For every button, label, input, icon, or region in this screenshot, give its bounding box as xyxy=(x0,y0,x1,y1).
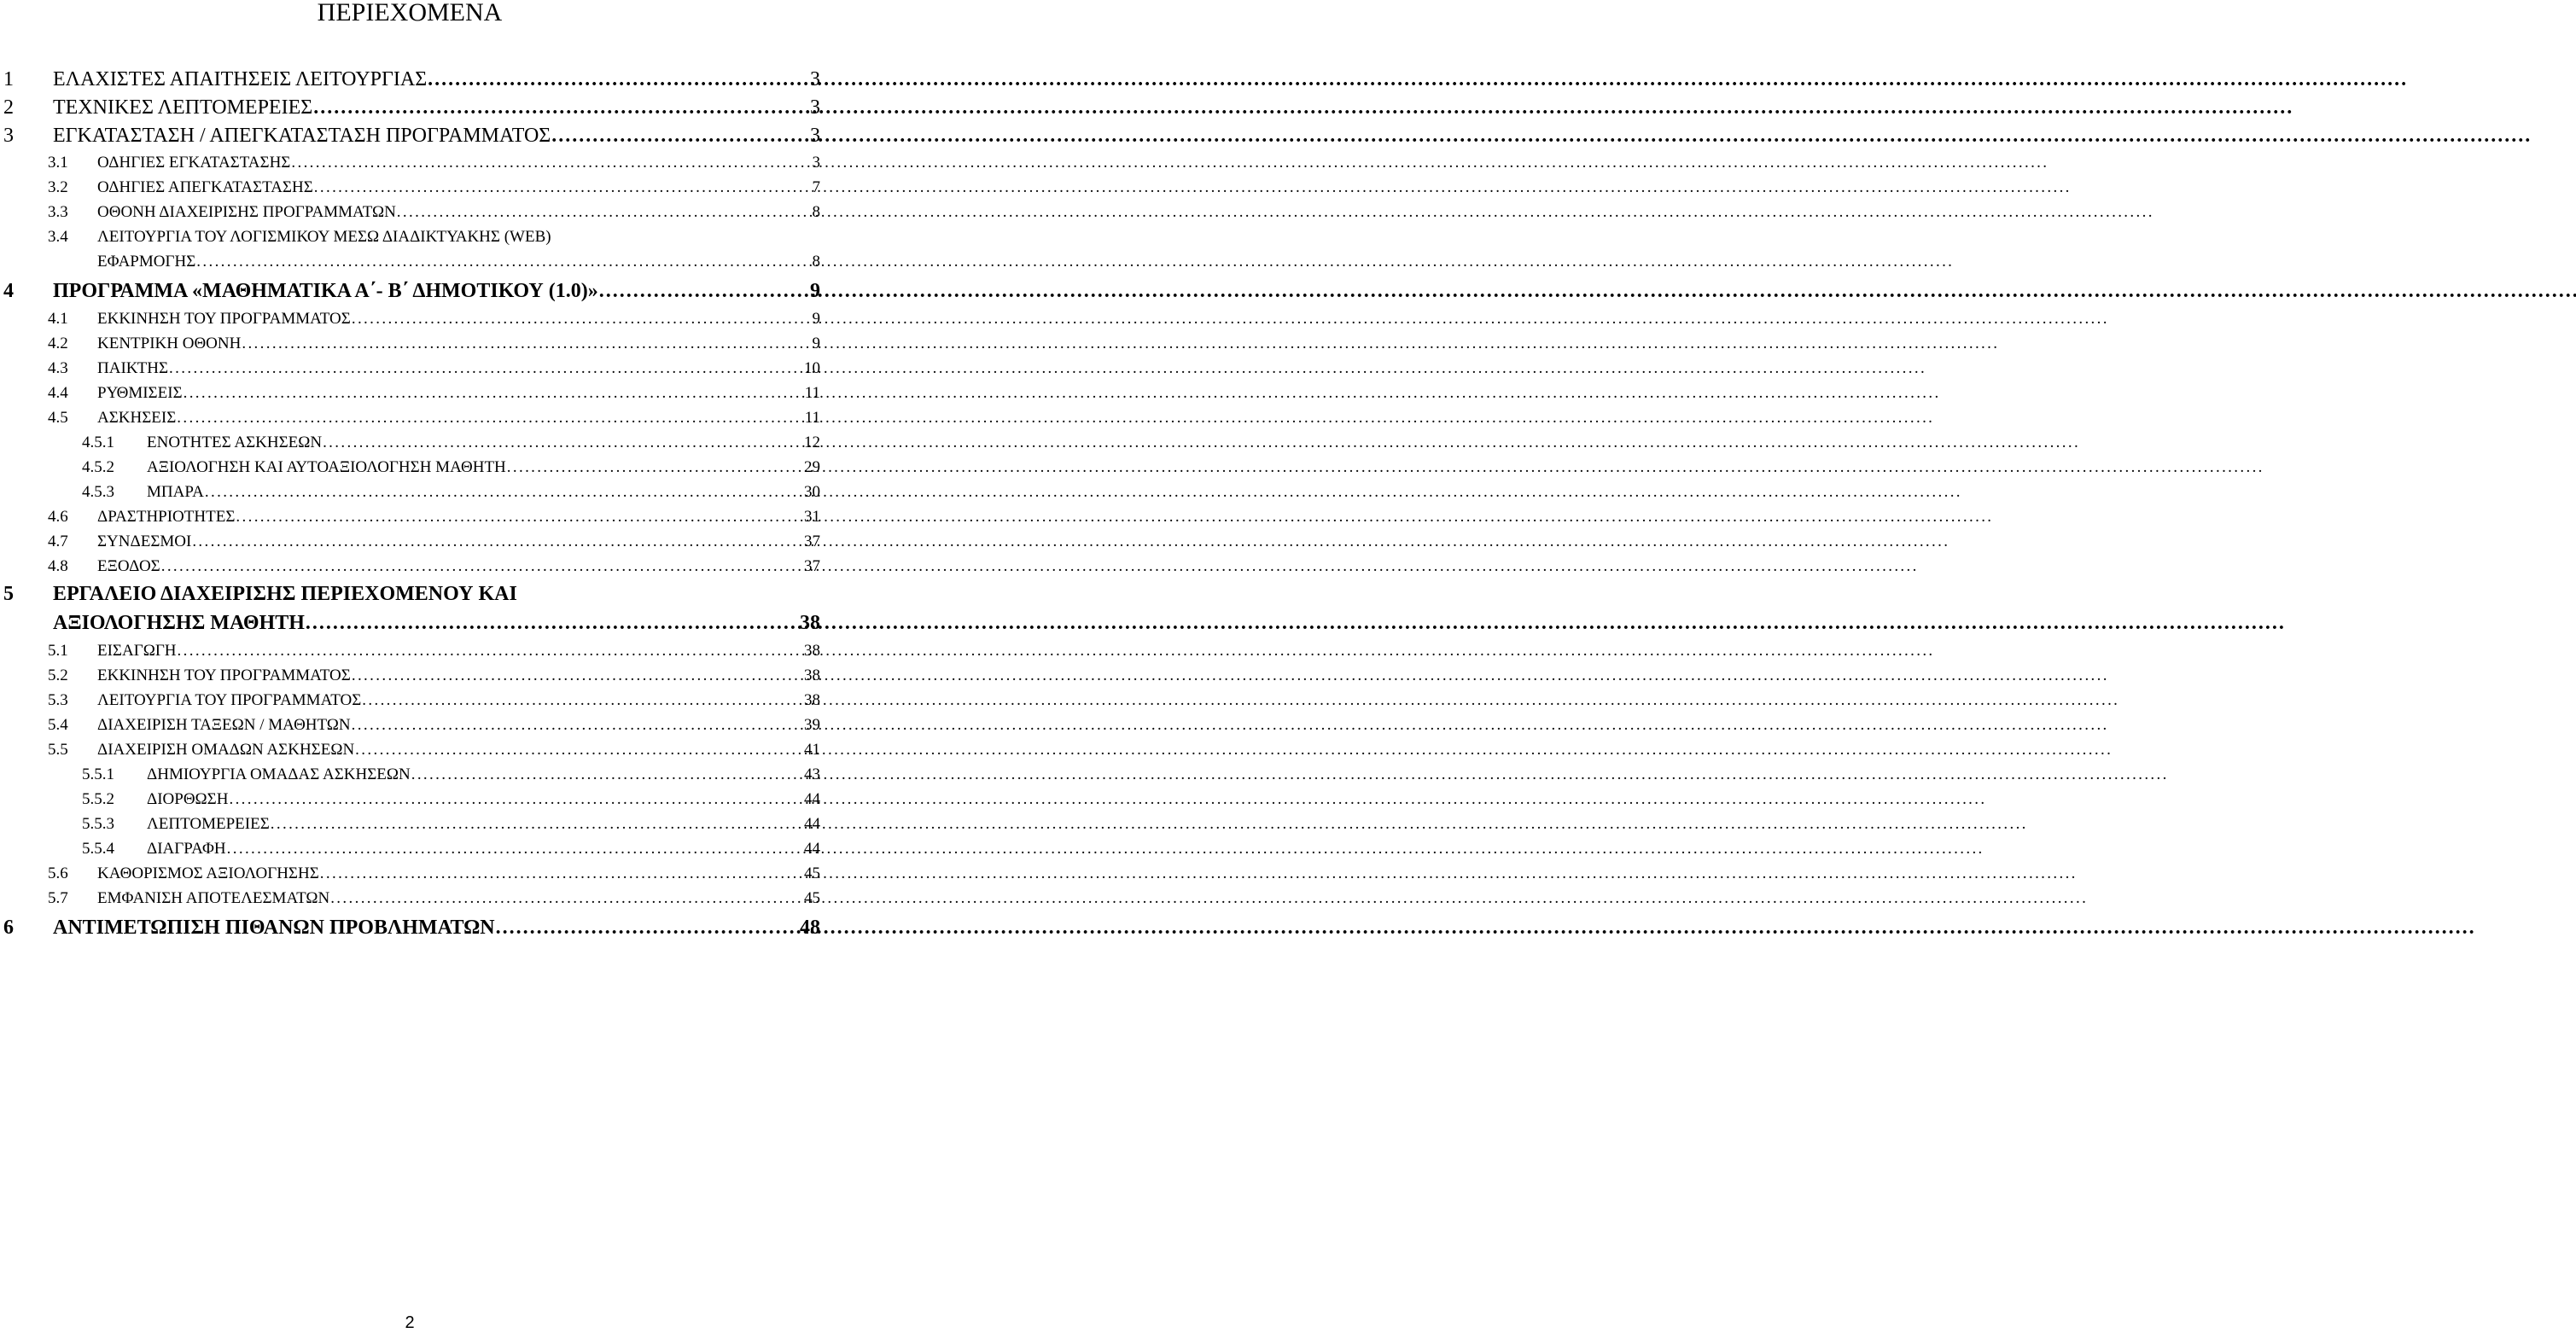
toc-entry[interactable] xyxy=(0,253,820,276)
toc-entry[interactable] xyxy=(0,125,820,150)
toc-dot-leader xyxy=(411,765,802,784)
toc-entry[interactable] xyxy=(0,508,820,532)
toc-entry[interactable] xyxy=(0,96,820,122)
toc-entry-title: ΕΓΚΑΤΑΣΤΑΣΗ / ΑΠΕΓΚΑΤΑΣΤΑΣΗ ΠΡΟΓΡΑΜΜΑΤΟΣ xyxy=(53,125,551,147)
toc-entry-title: ΛΕΙΤΟΥΡΓΙΑ ΤΟΥ ΠΡΟΓΡΑΜΜΑΤΟΣ xyxy=(97,691,362,709)
toc-entry-page: 8 xyxy=(812,253,820,271)
toc-dot-leader xyxy=(355,741,802,760)
toc-entry[interactable] xyxy=(0,533,820,556)
toc-entry-number: 3 xyxy=(3,125,14,147)
toc-entry-page: 37 xyxy=(804,557,820,575)
toc-entry-number: 4.4 xyxy=(48,384,68,402)
toc-entry-page: 48 xyxy=(800,917,820,939)
toc-entry[interactable] xyxy=(0,790,820,814)
toc-entry-number: 5.7 xyxy=(48,889,68,907)
toc-entry-page: 3 xyxy=(812,154,820,172)
toc-dot-leader xyxy=(184,384,803,403)
toc-entry-title: ΛΕΙΤΟΥΡΓΙΑ ΤΟΥ ΛΟΓΙΣΜΙΚΟΥ ΜΕΣΩ ΔΙΑΔΙΚΤΥΑΚΗΣ (WEB) xyxy=(97,228,551,246)
toc-dot-leader xyxy=(599,280,808,303)
toc-dot-leader xyxy=(178,642,802,661)
toc-entry-page: 38 xyxy=(804,691,820,709)
toc-entry-page: 11 xyxy=(804,409,820,427)
toc-entry-title: ΛΕΠΤΟΜΕΡΕΙΕΣ xyxy=(147,815,270,833)
toc-entry-page: 43 xyxy=(804,765,820,783)
toc-entry[interactable] xyxy=(0,691,820,715)
toc-entry-title: ΑΞΙΟΛΟΓΗΣΗ ΚΑΙ ΑΥΤΟΑΞΙΟΛΟΓΗΣΗ ΜΑΘΗΤΗ xyxy=(147,458,506,476)
toc-entry-title: ΟΔΗΓΙΕΣ ΕΓΚΑΤΑΣΤΑΣΗΣ xyxy=(97,154,291,172)
toc-entry-title: ΠΑΙΚΤΗΣ xyxy=(97,359,169,377)
toc-entry-number: 5 xyxy=(3,583,14,605)
toc-entry-number: 4 xyxy=(3,280,14,302)
toc-entry-page: 38 xyxy=(804,642,820,660)
toc-entry-number: 4.5.2 xyxy=(82,458,114,476)
toc-dot-leader xyxy=(177,409,802,428)
toc-entry[interactable] xyxy=(0,178,820,202)
toc-entry[interactable] xyxy=(0,864,820,888)
toc-dot-leader xyxy=(507,458,802,477)
toc-dot-leader xyxy=(306,612,798,635)
toc-entry-number: 5.5.2 xyxy=(82,790,114,808)
toc-dot-leader xyxy=(242,335,810,353)
toc-entry-number: 4.5.1 xyxy=(82,434,114,451)
toc-entry[interactable] xyxy=(0,642,820,666)
toc-entry-title: ΔΙΑΧΕΙΡΙΣΗ ΟΜΑΔΩΝ ΑΣΚΗΣΕΩΝ xyxy=(97,741,355,759)
toc-dot-leader xyxy=(192,533,802,551)
toc-dot-leader xyxy=(229,790,802,809)
toc-entry-title: ΠΡΟΓΡΑΜΜΑ «ΜΑΘΗΜΑΤΙΚΑ Α΄- Β΄ ΔΗΜΟΤΙΚΟΥ (1.0)» xyxy=(53,280,598,302)
toc-entry-title: ΕΞΟΔΟΣ xyxy=(97,557,160,575)
toc-dot-leader xyxy=(320,864,802,883)
toc-entry[interactable] xyxy=(0,458,820,482)
toc-entry-title: ΚΕΝΤΡΙΚΗ ΟΘΟΝΗ xyxy=(97,335,242,352)
toc-entry-title: ΕΡΓΑΛΕΙΟ ΔΙΑΧΕΙΡΙΣΗΣ ΠΕΡΙΕΧΟΜΕΝΟΥ ΚΑΙ xyxy=(53,583,517,605)
toc-entry-page: 45 xyxy=(804,864,820,882)
toc-entry-title: ΔΙΑΧΕΙΡΙΣΗ ΤΑΞΕΩΝ / ΜΑΘΗΤΩΝ xyxy=(97,716,351,734)
toc-entry-number: 4.6 xyxy=(48,508,68,526)
toc-entry-number: 6 xyxy=(3,917,14,939)
toc-entry-page: 45 xyxy=(804,889,820,907)
toc-entry-number: 3.1 xyxy=(48,154,68,172)
toc-entry-number: 4.1 xyxy=(48,310,68,328)
toc-entry-number: 5.5.3 xyxy=(82,815,114,833)
toc-dot-leader xyxy=(313,96,808,119)
toc-entry-page: 30 xyxy=(804,483,820,501)
toc-entry[interactable] xyxy=(0,666,820,690)
toc-entry-page: 10 xyxy=(804,359,820,377)
toc-entry-number: 4.3 xyxy=(48,359,68,377)
toc-entry-page: 12 xyxy=(804,434,820,451)
toc-entry-number: 2 xyxy=(3,96,14,119)
toc-entry-number: 5.1 xyxy=(48,642,68,660)
toc-entry-page: 44 xyxy=(804,815,820,833)
toc-entry-number: 4.5 xyxy=(48,409,68,427)
toc-entry[interactable] xyxy=(0,154,820,178)
toc-entry[interactable] xyxy=(0,716,820,740)
toc-entry-page: 9 xyxy=(812,335,820,352)
page-number: 2 xyxy=(405,1313,415,1332)
toc-dot-leader xyxy=(314,178,811,197)
toc-entry-page: 3 xyxy=(810,68,820,90)
toc-entry-page: 44 xyxy=(804,790,820,808)
toc-entry-number: 5.2 xyxy=(48,666,68,684)
toc-entry-number: 5.5.4 xyxy=(82,840,114,858)
toc-entry-title: ΔΗΜΙΟΥΡΓΙΑ ΟΜΑΔΑΣ ΑΣΚΗΣΕΩΝ xyxy=(147,765,411,783)
toc-entry-page: 11 xyxy=(804,384,820,402)
toc-entry-number: 3.3 xyxy=(48,203,68,221)
toc-entry-number: 5.3 xyxy=(48,691,68,709)
toc-entry[interactable] xyxy=(0,483,820,507)
toc-entry-number: 4.8 xyxy=(48,557,68,575)
toc-entry[interactable] xyxy=(0,612,820,637)
toc-dot-leader xyxy=(496,917,798,940)
toc-dot-leader xyxy=(352,716,802,735)
toc-entry-first-line[interactable] xyxy=(0,228,551,252)
toc-dot-leader xyxy=(397,203,811,222)
toc-entry[interactable] xyxy=(0,815,820,839)
toc-entry-title: ΕΚΚΙΝΗΣΗ ΤΟΥ ΠΡΟΓΡΑΜΜΑΤΟΣ xyxy=(97,310,351,328)
toc-entry-title: ΕΛΑΧΙΣΤΕΣ ΑΠΑΙΤΗΣΕΙΣ ΛΕΙΤΟΥΡΓΙΑΣ xyxy=(53,68,428,90)
toc-entry[interactable] xyxy=(0,741,820,765)
toc-entry-page: 31 xyxy=(804,508,820,526)
toc-dot-leader xyxy=(161,557,802,576)
toc-dot-leader xyxy=(323,434,802,452)
toc-entry-title: ΤΕΧΝΙΚΕΣ ΛΕΠΤΟΜΕΡΕΙΕΣ xyxy=(53,96,313,119)
toc-dot-leader xyxy=(236,508,802,527)
toc-entry-number: 3.2 xyxy=(48,178,68,196)
toc-entry[interactable] xyxy=(0,384,820,408)
toc-entry-page: 8 xyxy=(812,203,820,221)
toc-entry-title: ΕΚΚΙΝΗΣΗ ΤΟΥ ΠΡΟΓΡΑΜΜΑΤΟΣ xyxy=(97,666,351,684)
toc-dot-leader xyxy=(205,483,802,502)
toc-entry-page: 37 xyxy=(804,533,820,550)
toc-entry[interactable] xyxy=(0,203,820,227)
toc-entry-page: 3 xyxy=(810,96,820,119)
toc-dot-leader xyxy=(169,359,802,378)
toc-entry-page: 9 xyxy=(812,310,820,328)
toc-entry-page: 41 xyxy=(804,741,820,759)
toc-entry[interactable] xyxy=(0,409,820,433)
toc-entry-page: 3 xyxy=(810,125,820,147)
toc-dot-leader xyxy=(330,889,802,908)
toc-entry-number: 5.6 xyxy=(48,864,68,882)
toc-entry[interactable] xyxy=(0,434,820,457)
toc-entry-page: 29 xyxy=(804,458,820,476)
toc-entry[interactable] xyxy=(0,335,820,358)
toc-entry-title: ΟΔΗΓΙΕΣ ΑΠΕΓΚΑΤΑΣΤΑΣΗΣ xyxy=(97,178,313,196)
toc-entry-title: ΣΥΝΔΕΣΜΟΙ xyxy=(97,533,192,550)
toc-entry[interactable] xyxy=(0,310,820,334)
toc-entry-number: 5.4 xyxy=(48,716,68,734)
toc-entry[interactable] xyxy=(0,917,820,942)
toc-entry-number: 3.4 xyxy=(48,228,68,246)
toc-entry-page: 7 xyxy=(812,178,820,196)
toc-entry-first-line[interactable] xyxy=(0,583,517,608)
toc-entry-title-continued: ΕΦΑΡΜΟΓΗΣ xyxy=(97,253,196,271)
toc-entry-title: ΕΙΣΑΓΩΓΗ xyxy=(97,642,177,660)
toc-entry-page: 38 xyxy=(804,666,820,684)
toc-entry-title: ΔΙΟΡΘΩΣΗ xyxy=(147,790,229,808)
toc-dot-leader xyxy=(551,125,808,148)
toc-entry-title: ΚΑΘΟΡΙΣΜΟΣ ΑΞΙΟΛΟΓΗΣΗΣ xyxy=(97,864,319,882)
toc-entry-title: ΕΝΟΤΗΤΕΣ ΑΣΚΗΣΕΩΝ xyxy=(147,434,323,451)
toc-dot-leader xyxy=(271,815,802,834)
toc-entry-number: 5.5.1 xyxy=(82,765,114,783)
toc-entry-title-continued: ΑΞΙΟΛΟΓΗΣΗΣ ΜΑΘΗΤΗ xyxy=(53,612,305,634)
toc-entry-title: ΜΠΑΡΑ xyxy=(147,483,204,501)
toc-entry-title: ΔΡΑΣΤΗΡΙΟΤΗΤΕΣ xyxy=(97,508,236,526)
page-title: ΠΕΡΙΕΧΟΜΕΝΑ xyxy=(317,0,503,26)
toc-entry-page: 38 xyxy=(800,612,820,634)
toc-dot-leader xyxy=(196,253,810,271)
toc-entry-page: 39 xyxy=(804,716,820,734)
toc-entry[interactable] xyxy=(0,840,820,864)
toc-entry-number: 4.7 xyxy=(48,533,68,550)
toc-entry-number: 1 xyxy=(3,68,14,90)
toc-entry-title: ΔΙΑΓΡΑΦΗ xyxy=(147,840,226,858)
toc-entry-number: 4.5.3 xyxy=(82,483,114,501)
toc-entry-title: ΑΝΤΙΜΕΤΩΠΙΣΗ ΠΙΘΑΝΩΝ ΠΡΟΒΛΗΜΑΤΩΝ xyxy=(53,917,495,939)
toc-dot-leader xyxy=(227,840,802,859)
toc-dot-leader xyxy=(352,310,811,329)
toc-entry-page: 9 xyxy=(810,280,820,302)
toc-entry[interactable] xyxy=(0,889,820,913)
toc-entry-title: ΕΜΦΑΝΙΣΗ ΑΠΟΤΕΛΕΣΜΑΤΩΝ xyxy=(97,889,330,907)
toc-entry-page: 44 xyxy=(804,840,820,858)
toc-entry[interactable] xyxy=(0,359,820,383)
toc-entry-title: ΟΘΟΝΗ ΔΙΑΧΕΙΡΙΣΗΣ ΠΡΟΓΡΑΜΜΑΤΩΝ xyxy=(97,203,396,221)
toc-dot-leader xyxy=(362,691,802,710)
toc-dot-leader xyxy=(291,154,810,172)
toc-entry-number: 4.2 xyxy=(48,335,68,352)
toc-entry[interactable] xyxy=(0,280,820,306)
toc-dot-leader xyxy=(428,68,808,91)
toc-entry[interactable] xyxy=(0,765,820,789)
toc-entry[interactable] xyxy=(0,557,820,581)
toc-entry-title: ΑΣΚΗΣΕΙΣ xyxy=(97,409,177,427)
toc-entry[interactable] xyxy=(0,68,820,94)
toc-dot-leader xyxy=(352,666,802,685)
toc-entry-title: ΡΥΘΜΙΣΕΙΣ xyxy=(97,384,183,402)
toc-entry-number: 5.5 xyxy=(48,741,68,759)
